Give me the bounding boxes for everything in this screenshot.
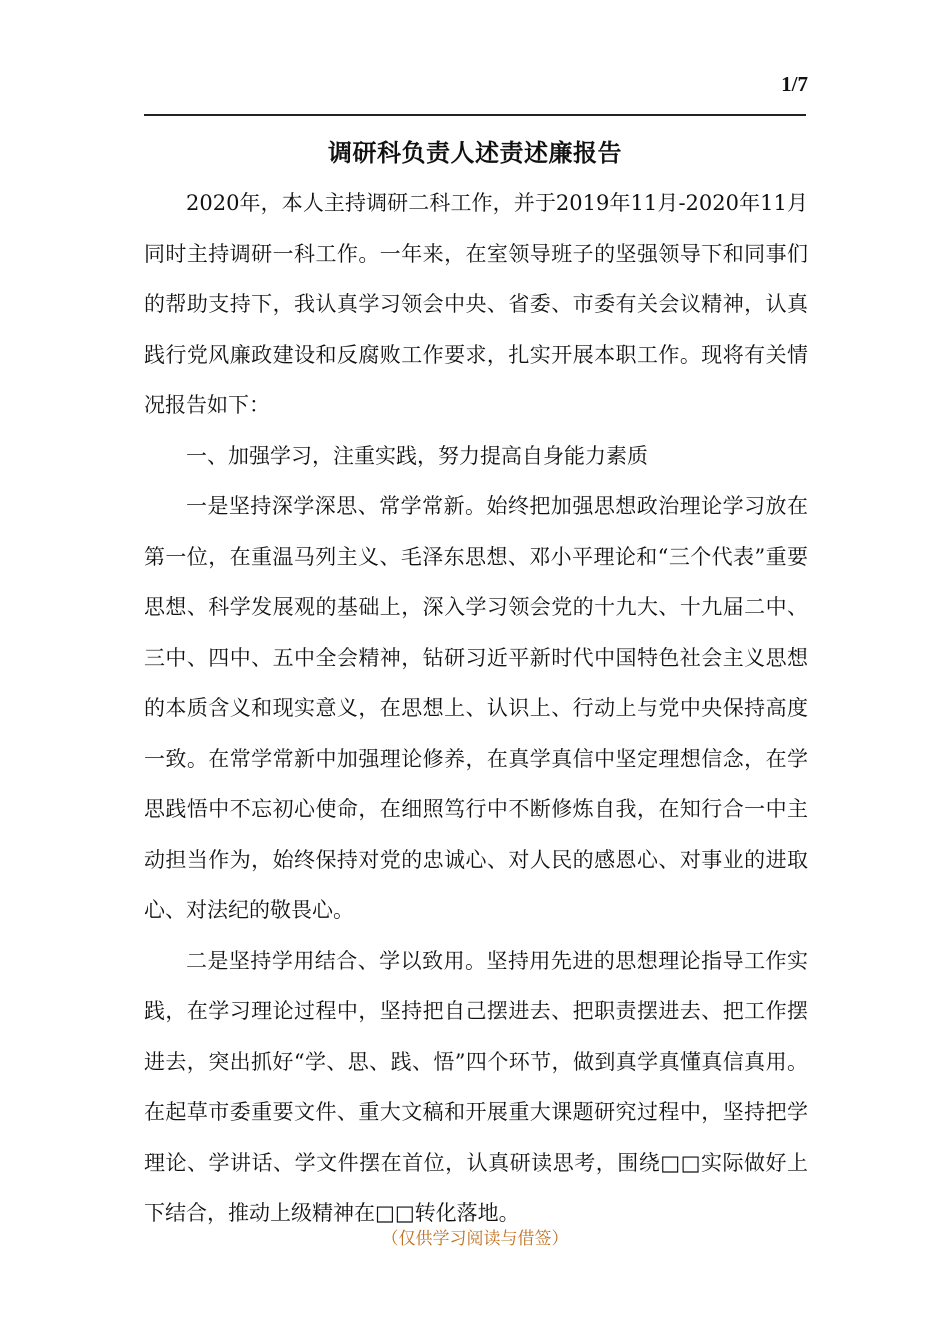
document-body	[144, 178, 808, 1239]
section-heading-1: 一、加强学习，注重实践，努力提高自身能力素质	[186, 443, 648, 468]
paragraph-intro: 2020年，本人主持调研二科工作，并于2019年11月-2020年11月同时主持调研一科工作。一年来，在室领导班子的坚强领导下和同事们的帮助支持下，我认真学习领会中央、省委、市委有关会议精神，认真践行党风廉政建设和反腐败工作要求，扎实开展本职工作。现将有关情况报告如下：	[144, 191, 808, 417]
header-rule	[144, 114, 806, 116]
footer-note: （仅供学习阅读与借签）	[381, 1229, 569, 1249]
page-number: 1/7	[781, 72, 808, 96]
paragraph-study: 一是坚持深学深思、常学常新。始终把加强思想政治理论学习放在第一位，在重温马列主义、毛泽东思想、邓小平理论和“三个代表”重要思想、科学发展观的基础上，深入学习领会党的十九大、十九届二中、三中、四中、五中全会精神，钻研习近平新时代中国特色社会主义思想的本质含义和现实意义，在思想上、认识上、行动上与党中央保持高度一致。在常学常新中加强理论修养，在真学真信中坚定理想信念，在学思践悟中不忘初心使命，在细照笃行中不断修炼自我，在知行合一中主动担当作为，始终保持对党的忠诚心、对人民的感恩心、对事业的进取心、对法纪的敬畏心。	[144, 494, 808, 922]
paragraph-practice: 二是坚持学用结合、学以致用。坚持用先进的思想理论指导工作实践，在学习理论过程中，坚持把自己摆进去、把职责摆进去、把工作摆进去，突出抓好“学、思、践、悟”四个环节，做到真学真懂真信真用。在起草市委重要文件、重大文稿和开展重大课题研究过程中，坚持把学理论、学讲话、学文件摆在首位，认真研读思考，围绕□□实际做好上下结合，推动上级精神在□□转化落地。	[144, 948, 808, 1225]
document-title: 调研科负责人述责述廉报告	[328, 138, 622, 167]
